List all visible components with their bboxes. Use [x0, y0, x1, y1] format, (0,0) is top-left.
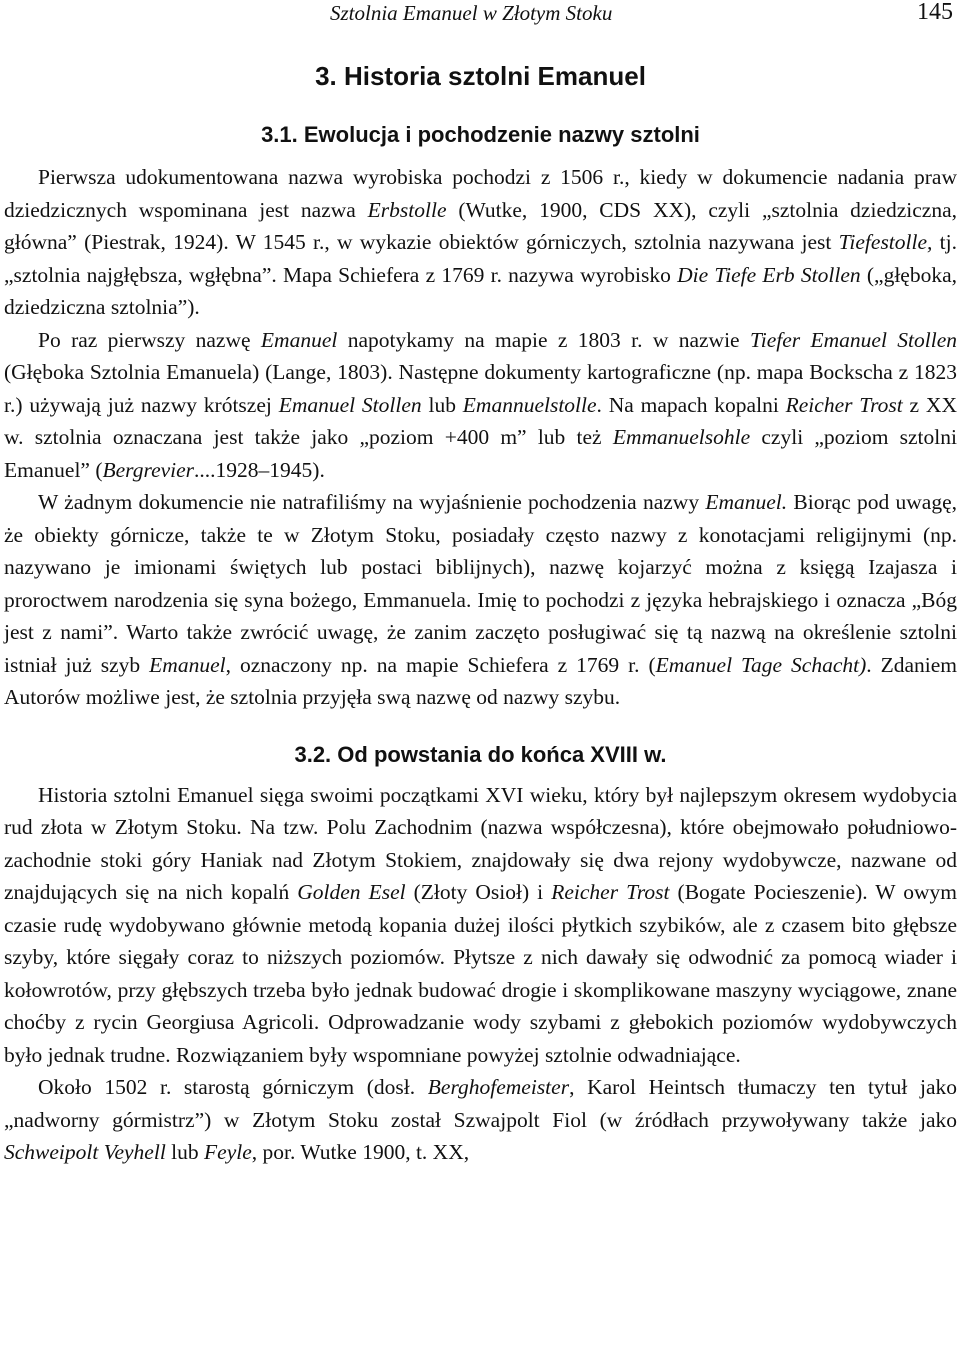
section-title-3-2: 3.2. Od powstania do końca XVIII w.	[294, 741, 667, 767]
text-run: (Bogate Pocieszenie). W owym czasie rudę wydobywano głównie metodą kopania dużej ilości płytkich szybików, ale z czasem bito głębsze szyby, które sięgały coraz to niższych poziomów. Płytsze z nich dawały się odwodnić za pomocą wiader i kołowrotów, przy głębszych trzeba było jednak budować drogie i skomplikowane maszyny wyciągowe, znane choćby z rycin Georgiusa Agricoli. Odprowadzanie wody szybami z głebokich poziomów wydobywczych było jednak trudne. Rozwiązaniem były wspomniane powyżej sztolnie odwadniające.	[4, 880, 957, 1067]
italic-term: Emanuel	[149, 652, 226, 677]
italic-term: Schweipolt Veyhell	[4, 1140, 166, 1164]
text-run: (Głęboka Sztolnia Emanuela) (Lange, 1803). Następne dokumenty kartograficzne (np. mapa Bockscha z 1823 r.) używają już nazwy krótszej	[4, 360, 957, 417]
text-run: Biorąc pod uwagę, że obiekty górnicze, także te w Złotym Stoku, posiadały często nazwy z konotacjami religijnymi (np. nazywano je imionami świętych lub postaci biblijnych), nazwę kojarzyć można z księgą Izajasza i proroctwem narodzenia się syna bożego, Emmanuela. Imię to pochodzi z języka hebrajskiego i oznacza „Bóg jest z nami”. Warto także zwrócić uwagę, że zanim zaczęto posługiwać się tą nazwą na określenie sztolni istniał już szyb	[4, 490, 958, 677]
text-run: Pierwsza udokumentowana nazwa wyrobiska pochodzi z 1506 r., kiedy w dokumencie nadania praw dziedzicznych wspominana jest nazwa	[4, 165, 957, 222]
section-body-3-2	[4, 779, 957, 1169]
italic-term: Emanuel.	[705, 490, 788, 514]
page-number: 145	[917, 0, 953, 25]
italic-term: Erbstolle	[367, 197, 447, 222]
running-header	[4, 0, 957, 40]
text-run: (Złoty Osioł) i	[405, 880, 552, 904]
text-run: ....1928–1945).	[194, 457, 325, 482]
text-run: lub	[421, 392, 463, 417]
italic-term: Emanuel	[260, 327, 338, 352]
italic-term: Tiefestolle,	[838, 230, 933, 254]
italic-term: Berghofemeister	[427, 1075, 570, 1099]
text-run: W żadnym dokumencie nie natrafiliśmy na wyjaśnienie pochodzenia nazwy	[38, 490, 706, 514]
italic-term: Emanuel Tage Schacht)	[655, 652, 867, 677]
italic-term: Golden Esel	[297, 880, 406, 904]
text-run: Historia sztolni Emanuel sięga swoimi początkami XVI wieku, który był najlepszym okresem wydobycia rud złota w Złotym Stoku. Na tzw. Polu Zachodnim (nazwa współczesna), które obejmowało południowo-zachodnie stoki góry Haniak nad Złotym Stokiem, znajdowały się dwa rejony wydobywcze, nazwane od znajdujących się na nich kopalń	[4, 782, 957, 904]
paragraph	[4, 1071, 957, 1169]
italic-term: Bergrevier	[102, 457, 195, 482]
text-run: („głęboka, dziedziczna sztolnia”).	[4, 262, 957, 319]
paragraph	[4, 324, 957, 487]
text-run: Około 1502 r. starostą górniczym (dosł.	[38, 1075, 428, 1099]
running-title: Sztolnia Emanuel w Złotym Stoku	[330, 1, 613, 25]
text-run: , oznaczony np. na mapie Schiefera z 1769 r. (	[225, 652, 656, 677]
italic-term: Reicher Trost	[551, 880, 670, 904]
text-run: z XX w. sztolnia oznaczana jest także jako „poziom +400 m” lub też	[4, 392, 957, 449]
section-body-3-1	[4, 161, 957, 714]
italic-term: Emmanuelsohle	[612, 425, 751, 449]
chapter-title: 3. Historia sztolni Emanuel	[315, 61, 646, 91]
text-run: czyli „poziom sztolni Emanuel” (	[4, 425, 957, 482]
text-run: napotykamy na mapie z 1803 r. w nazwie	[337, 327, 750, 352]
italic-term: Die Tiefe Erb Stollen	[677, 262, 861, 287]
text-run: lub	[165, 1140, 205, 1164]
italic-term: Tiefer Emanuel Stollen	[749, 327, 957, 352]
text-run: , por. Wutke 1900, t. XX,	[251, 1140, 470, 1164]
text-run: Po raz pierwszy nazwę	[38, 327, 261, 352]
text-run: . Zdaniem Autorów możliwe jest, że sztolnia przyjęła swą nazwę od nazwy szybu.	[4, 652, 958, 709]
italic-term: Emannuelstolle	[462, 392, 597, 417]
text-run: (Wutke, 1900, CDS XX), czyli „sztolnia dziedziczna, główna” (Piestrak, 1924). W 1545 r., w wykazie obiektów górniczych, sztolnia nazywana jest	[4, 197, 958, 254]
text-run: , Karol Heintsch tłumaczy ten tytuł jako „nadworny górmistrz”) w Złotym Stoku został Szwajpolt Fiol (w źródłach przywoływany także jako	[4, 1075, 957, 1132]
paragraph	[4, 779, 957, 1072]
italic-term: Feyle	[204, 1140, 252, 1164]
italic-term: Reicher Trost	[785, 392, 903, 417]
section-title-3-1: 3.1. Ewolucja i pochodzenie nazwy sztolni	[261, 122, 700, 147]
paragraph	[4, 486, 957, 714]
text-run: tj. „sztolnia najgłębsza, wgłębna”. Mapa Schiefera z 1769 r. nazywa wyrobisko	[4, 230, 957, 287]
paragraph	[4, 161, 957, 324]
italic-term: Emanuel Stollen	[278, 392, 422, 417]
text-run: . Na mapach kopalni	[596, 392, 786, 417]
